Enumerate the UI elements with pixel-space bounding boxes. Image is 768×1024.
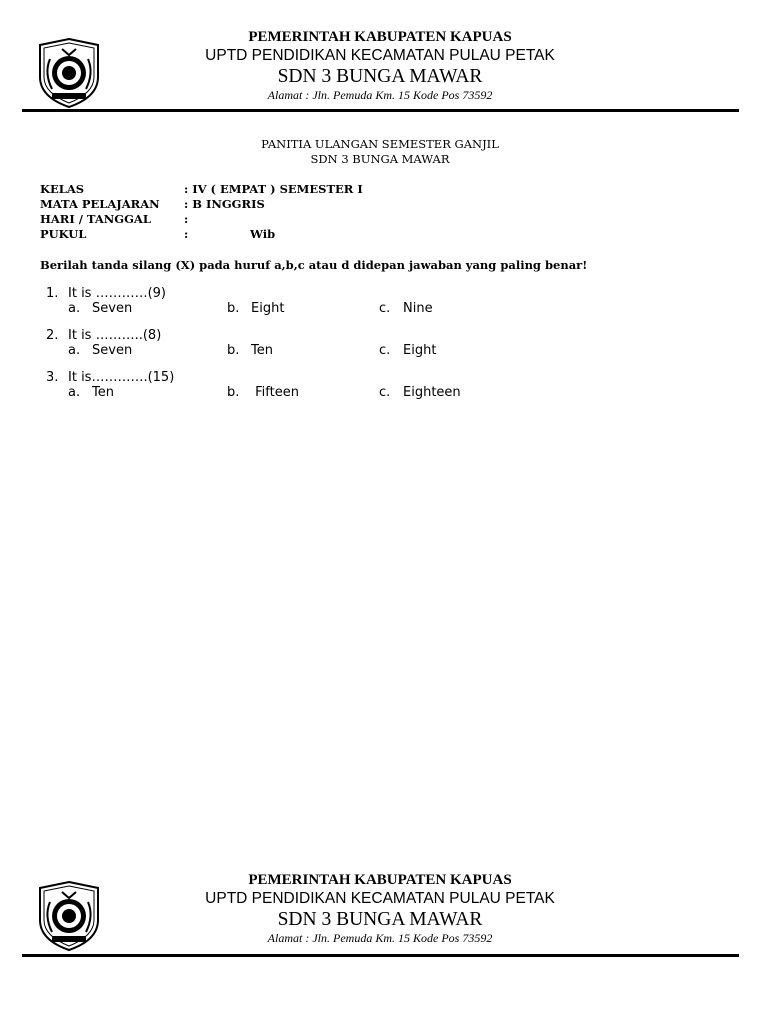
kelas-label: KELAS — [40, 182, 85, 196]
question-text: It is ………..(8) — [68, 328, 162, 343]
option-text: Seven — [92, 301, 133, 316]
committee-line-1: PANITIA ULANGAN SEMESTER GANJIL — [261, 137, 499, 151]
option-letter: c. — [379, 385, 391, 400]
option-a — [68, 385, 114, 400]
office-name: UPTD PENDIDIKAN KECAMATAN PULAU PETAK — [205, 47, 555, 64]
question-number: 3. — [46, 370, 59, 385]
school-name: SDN 3 BUNGA MAWAR — [277, 66, 483, 87]
pukul-label: PUKUL — [40, 227, 87, 241]
pukul-unit: Wib — [250, 227, 276, 241]
question-text: It is …………(9) — [68, 286, 166, 301]
option-a — [68, 343, 132, 358]
option-letter: b. — [227, 385, 240, 400]
option-text: Ten — [92, 385, 114, 400]
pukul-value: : — [184, 227, 189, 241]
school-address: Alamat : Jln. Pemuda Km. 15 Kode Pos 73592 — [267, 88, 493, 102]
school-name: SDN 3 BUNGA MAWAR — [277, 909, 483, 930]
question-list — [0, 286, 768, 412]
question-item — [0, 286, 768, 328]
option-b — [227, 343, 273, 358]
option-text: Eighteen — [403, 385, 461, 400]
letterhead-top — [0, 25, 768, 135]
option-letter: c. — [379, 343, 391, 358]
question-number: 1. — [46, 286, 59, 301]
option-text: Seven — [92, 343, 133, 358]
option-letter: c. — [379, 301, 391, 316]
question-item — [0, 328, 768, 370]
office-name: UPTD PENDIDIKAN KECAMATAN PULAU PETAK — [205, 890, 555, 907]
kelas-value: : IV ( EMPAT ) SEMESTER I — [184, 182, 363, 196]
option-letter: a. — [68, 301, 81, 316]
option-text: Eight — [251, 301, 285, 316]
option-text: Fifteen — [251, 385, 299, 400]
instruction-text: Berilah tanda silang (X) pada huruf a,b,c atau d didepan jawaban yang paling benar! — [40, 258, 588, 272]
mapel-value: : B INGGRIS — [184, 197, 265, 211]
letterhead-divider — [22, 954, 739, 957]
option-c — [379, 301, 433, 316]
hari-value: : — [184, 212, 189, 226]
question-number: 2. — [46, 328, 59, 343]
option-letter: a. — [68, 343, 81, 358]
option-letter: b. — [227, 301, 240, 316]
regency-seal-icon — [36, 880, 102, 952]
option-text: Ten — [251, 343, 273, 358]
option-b — [227, 301, 284, 316]
option-c — [379, 343, 436, 358]
letterhead-bottom — [0, 868, 768, 978]
committee-line-2: SDN 3 BUNGA MAWAR — [310, 152, 450, 166]
option-letter: b. — [227, 343, 240, 358]
option-text: Nine — [403, 301, 433, 316]
question-item — [0, 370, 768, 412]
regency-seal-icon — [36, 37, 102, 109]
option-a — [68, 301, 132, 316]
hari-label: HARI / TANGGAL — [40, 212, 151, 226]
option-text: Eight — [403, 343, 437, 358]
option-b — [227, 385, 299, 400]
option-letter: a. — [68, 385, 81, 400]
mapel-label: MATA PELAJARAN — [40, 197, 160, 211]
option-c — [379, 385, 461, 400]
school-address: Alamat : Jln. Pemuda Km. 15 Kode Pos 73592 — [267, 931, 493, 945]
committee-heading — [120, 137, 640, 167]
government-name: PEMERINTAH KABUPATEN KAPUAS — [248, 872, 512, 888]
government-name: PEMERINTAH KABUPATEN KAPUAS — [248, 29, 512, 45]
letterhead-divider — [22, 109, 739, 112]
question-text: It is………….(15) — [68, 370, 175, 385]
